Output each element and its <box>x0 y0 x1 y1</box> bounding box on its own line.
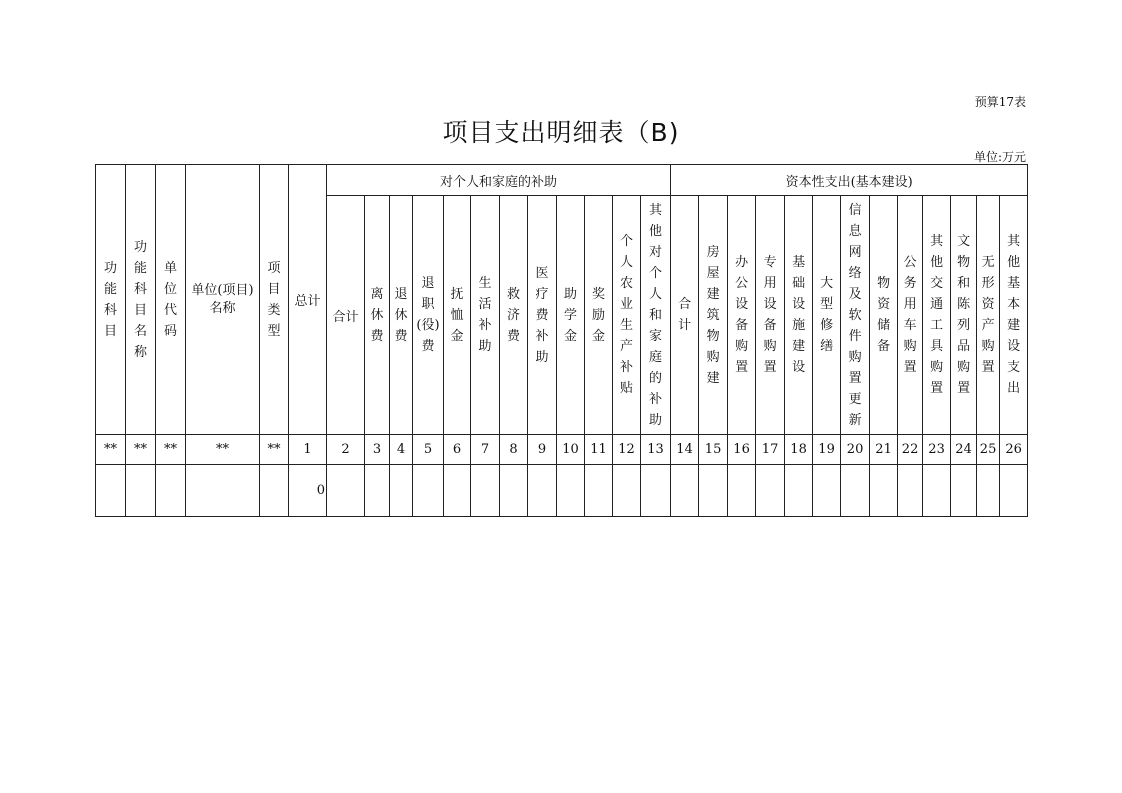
capital-col-9: 其 他 交 通 工 具 购 置 <box>923 196 951 435</box>
code-cell: ** <box>156 435 186 465</box>
data-cell <box>923 465 951 517</box>
data-cell <box>585 465 613 517</box>
code-cell: ** <box>186 435 260 465</box>
data-cell <box>785 465 813 517</box>
code-cell: 17 <box>756 435 785 465</box>
code-cell: 10 <box>557 435 585 465</box>
capital-col-11: 无 形 资 产 购 置 <box>977 196 1000 435</box>
data-cell <box>898 465 923 517</box>
capital-col-12: 其 他 基 本 建 设 支 出 <box>1000 196 1028 435</box>
data-cell: 0 <box>289 465 327 517</box>
data-cell <box>444 465 471 517</box>
data-cell <box>390 465 413 517</box>
household-col-0: 合计 <box>327 196 365 435</box>
data-cell <box>641 465 671 517</box>
data-cell <box>186 465 260 517</box>
code-cell: 7 <box>471 435 500 465</box>
capital-col-0: 合 计 <box>671 196 699 435</box>
household-col-11: 其 他 对 个 人 和 家 庭 的 补 助 <box>641 196 671 435</box>
code-cell: ** <box>96 435 126 465</box>
code-cell: 14 <box>671 435 699 465</box>
header-unit-code: 单 位 代 码 <box>156 165 186 435</box>
code-cell: 2 <box>327 435 365 465</box>
code-cell: 19 <box>813 435 841 465</box>
data-cell <box>613 465 641 517</box>
household-col-10: 个 人 农 业 生 产 补 贴 <box>613 196 641 435</box>
header-group-capital-expenditure: 资本性支出(基本建设) <box>671 165 1028 196</box>
household-col-4: 抚 恤 金 <box>444 196 471 435</box>
code-cell: 5 <box>413 435 444 465</box>
household-col-8: 助 学 金 <box>557 196 585 435</box>
capital-col-3: 专 用 设 备 购 置 <box>756 196 785 435</box>
capital-col-8: 公 务 用 车 购 置 <box>898 196 923 435</box>
code-cell: 20 <box>841 435 870 465</box>
household-col-5: 生 活 补 助 <box>471 196 500 435</box>
household-col-7: 医 疗 费 补 助 <box>528 196 557 435</box>
code-cell: 8 <box>500 435 528 465</box>
table-row <box>96 465 1028 517</box>
capital-col-10: 文 物 和 陈 列 品 购 置 <box>951 196 977 435</box>
code-cell: 22 <box>898 435 923 465</box>
data-cell <box>327 465 365 517</box>
data-cell <box>841 465 870 517</box>
code-cell: 16 <box>728 435 756 465</box>
code-cell: 21 <box>870 435 898 465</box>
header-group-household-subsidy: 对个人和家庭的补助 <box>327 165 671 196</box>
code-cell: 4 <box>390 435 413 465</box>
capital-col-7: 物 资 储 备 <box>870 196 898 435</box>
budget-table <box>95 164 1028 517</box>
data-cell <box>728 465 756 517</box>
code-cell: ** <box>260 435 289 465</box>
capital-col-6: 信 息 网 络 及 软 件 购 置 更 新 <box>841 196 870 435</box>
code-cell: 15 <box>699 435 728 465</box>
capital-col-4: 基 础 设 施 建 设 <box>785 196 813 435</box>
header-project-type: 项 目 类 型 <box>260 165 289 435</box>
data-cell <box>977 465 1000 517</box>
header-total: 总计 <box>289 165 327 435</box>
data-cell <box>671 465 699 517</box>
code-cell: 3 <box>365 435 390 465</box>
capital-col-5: 大 型 修 缮 <box>813 196 841 435</box>
data-cell <box>96 465 126 517</box>
header-unit-name: 单位(项目) 名称 <box>186 165 260 435</box>
data-cell <box>126 465 156 517</box>
data-cell <box>365 465 390 517</box>
data-cell <box>870 465 898 517</box>
code-cell: 6 <box>444 435 471 465</box>
data-cell <box>413 465 444 517</box>
data-cell <box>471 465 500 517</box>
household-col-9: 奖 励 金 <box>585 196 613 435</box>
code-cell: 11 <box>585 435 613 465</box>
code-cell: 25 <box>977 435 1000 465</box>
code-cell: 23 <box>923 435 951 465</box>
header-function-code: 功 能 科 目 <box>96 165 126 435</box>
code-cell: 1 <box>289 435 327 465</box>
code-cell: 24 <box>951 435 977 465</box>
page-title: 项目支出明细表（B) <box>442 118 680 147</box>
data-cell <box>557 465 585 517</box>
form-code: 预算17表 <box>974 95 1026 109</box>
data-cell <box>813 465 841 517</box>
data-cell <box>500 465 528 517</box>
household-col-1: 离 休 费 <box>365 196 390 435</box>
data-cell <box>951 465 977 517</box>
data-cell <box>260 465 289 517</box>
capital-col-1: 房 屋 建 筑 物 购 建 <box>699 196 728 435</box>
code-cell: 26 <box>1000 435 1028 465</box>
capital-col-2: 办 公 设 备 购 置 <box>728 196 756 435</box>
data-cell <box>1000 465 1028 517</box>
data-cell <box>156 465 186 517</box>
household-col-2: 退 休 费 <box>390 196 413 435</box>
code-cell: 13 <box>641 435 671 465</box>
unit-label: 单位:万元 <box>973 150 1026 164</box>
header-function-name: 功 能 科 目 名 称 <box>126 165 156 435</box>
household-col-3: 退 职 (役)费 <box>413 196 444 435</box>
code-cell: 9 <box>528 435 557 465</box>
household-col-6: 救 济 费 <box>500 196 528 435</box>
data-cell <box>756 465 785 517</box>
code-cell: ** <box>126 435 156 465</box>
code-cell: 12 <box>613 435 641 465</box>
code-cell: 18 <box>785 435 813 465</box>
data-cell <box>528 465 557 517</box>
data-cell <box>699 465 728 517</box>
